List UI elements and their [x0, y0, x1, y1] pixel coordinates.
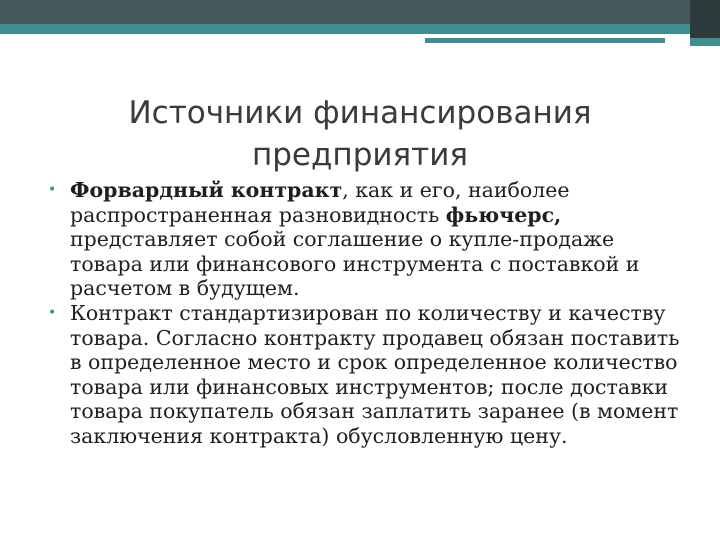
bullet-item-1 — [44, 178, 684, 301]
header-corner-block — [690, 0, 720, 38]
header-stripe — [425, 38, 665, 43]
bullet-icon: • — [48, 182, 57, 198]
slide-body — [44, 178, 684, 449]
bullet-item-2 — [44, 301, 684, 449]
term-forward-contract: Форвардный контракт — [70, 178, 343, 202]
bullet-1-text-part-2: представляет собой соглашение о купле-продаже товара или финансового инструмента с поставкой и расчетом в будущем. — [70, 227, 640, 301]
header-accent-bar — [0, 24, 690, 34]
header-bar — [0, 0, 720, 24]
bullet-1-text-part-1: , как и его, наиболее распространенная разновидность — [70, 178, 570, 227]
slide-title — [110, 92, 610, 176]
bullet-2-text: Контракт стандартизирован по количеству и качеству товара. Согласно контракту продавец обязан поставить в определенное место и срок определенное количество товара или финансовых инструментов; после доставки товара покупатель обязан заплатить заранее (в момент заключения контракта) обусловленную цену. — [70, 300, 680, 448]
term-futures: фьючерс, — [445, 202, 562, 227]
slide-title-line-1: Источники финансирования — [128, 95, 592, 131]
slide-title-line-2: предприятия — [251, 137, 469, 173]
bullet-icon: • — [48, 304, 57, 321]
header-corner-stripe — [690, 38, 720, 46]
